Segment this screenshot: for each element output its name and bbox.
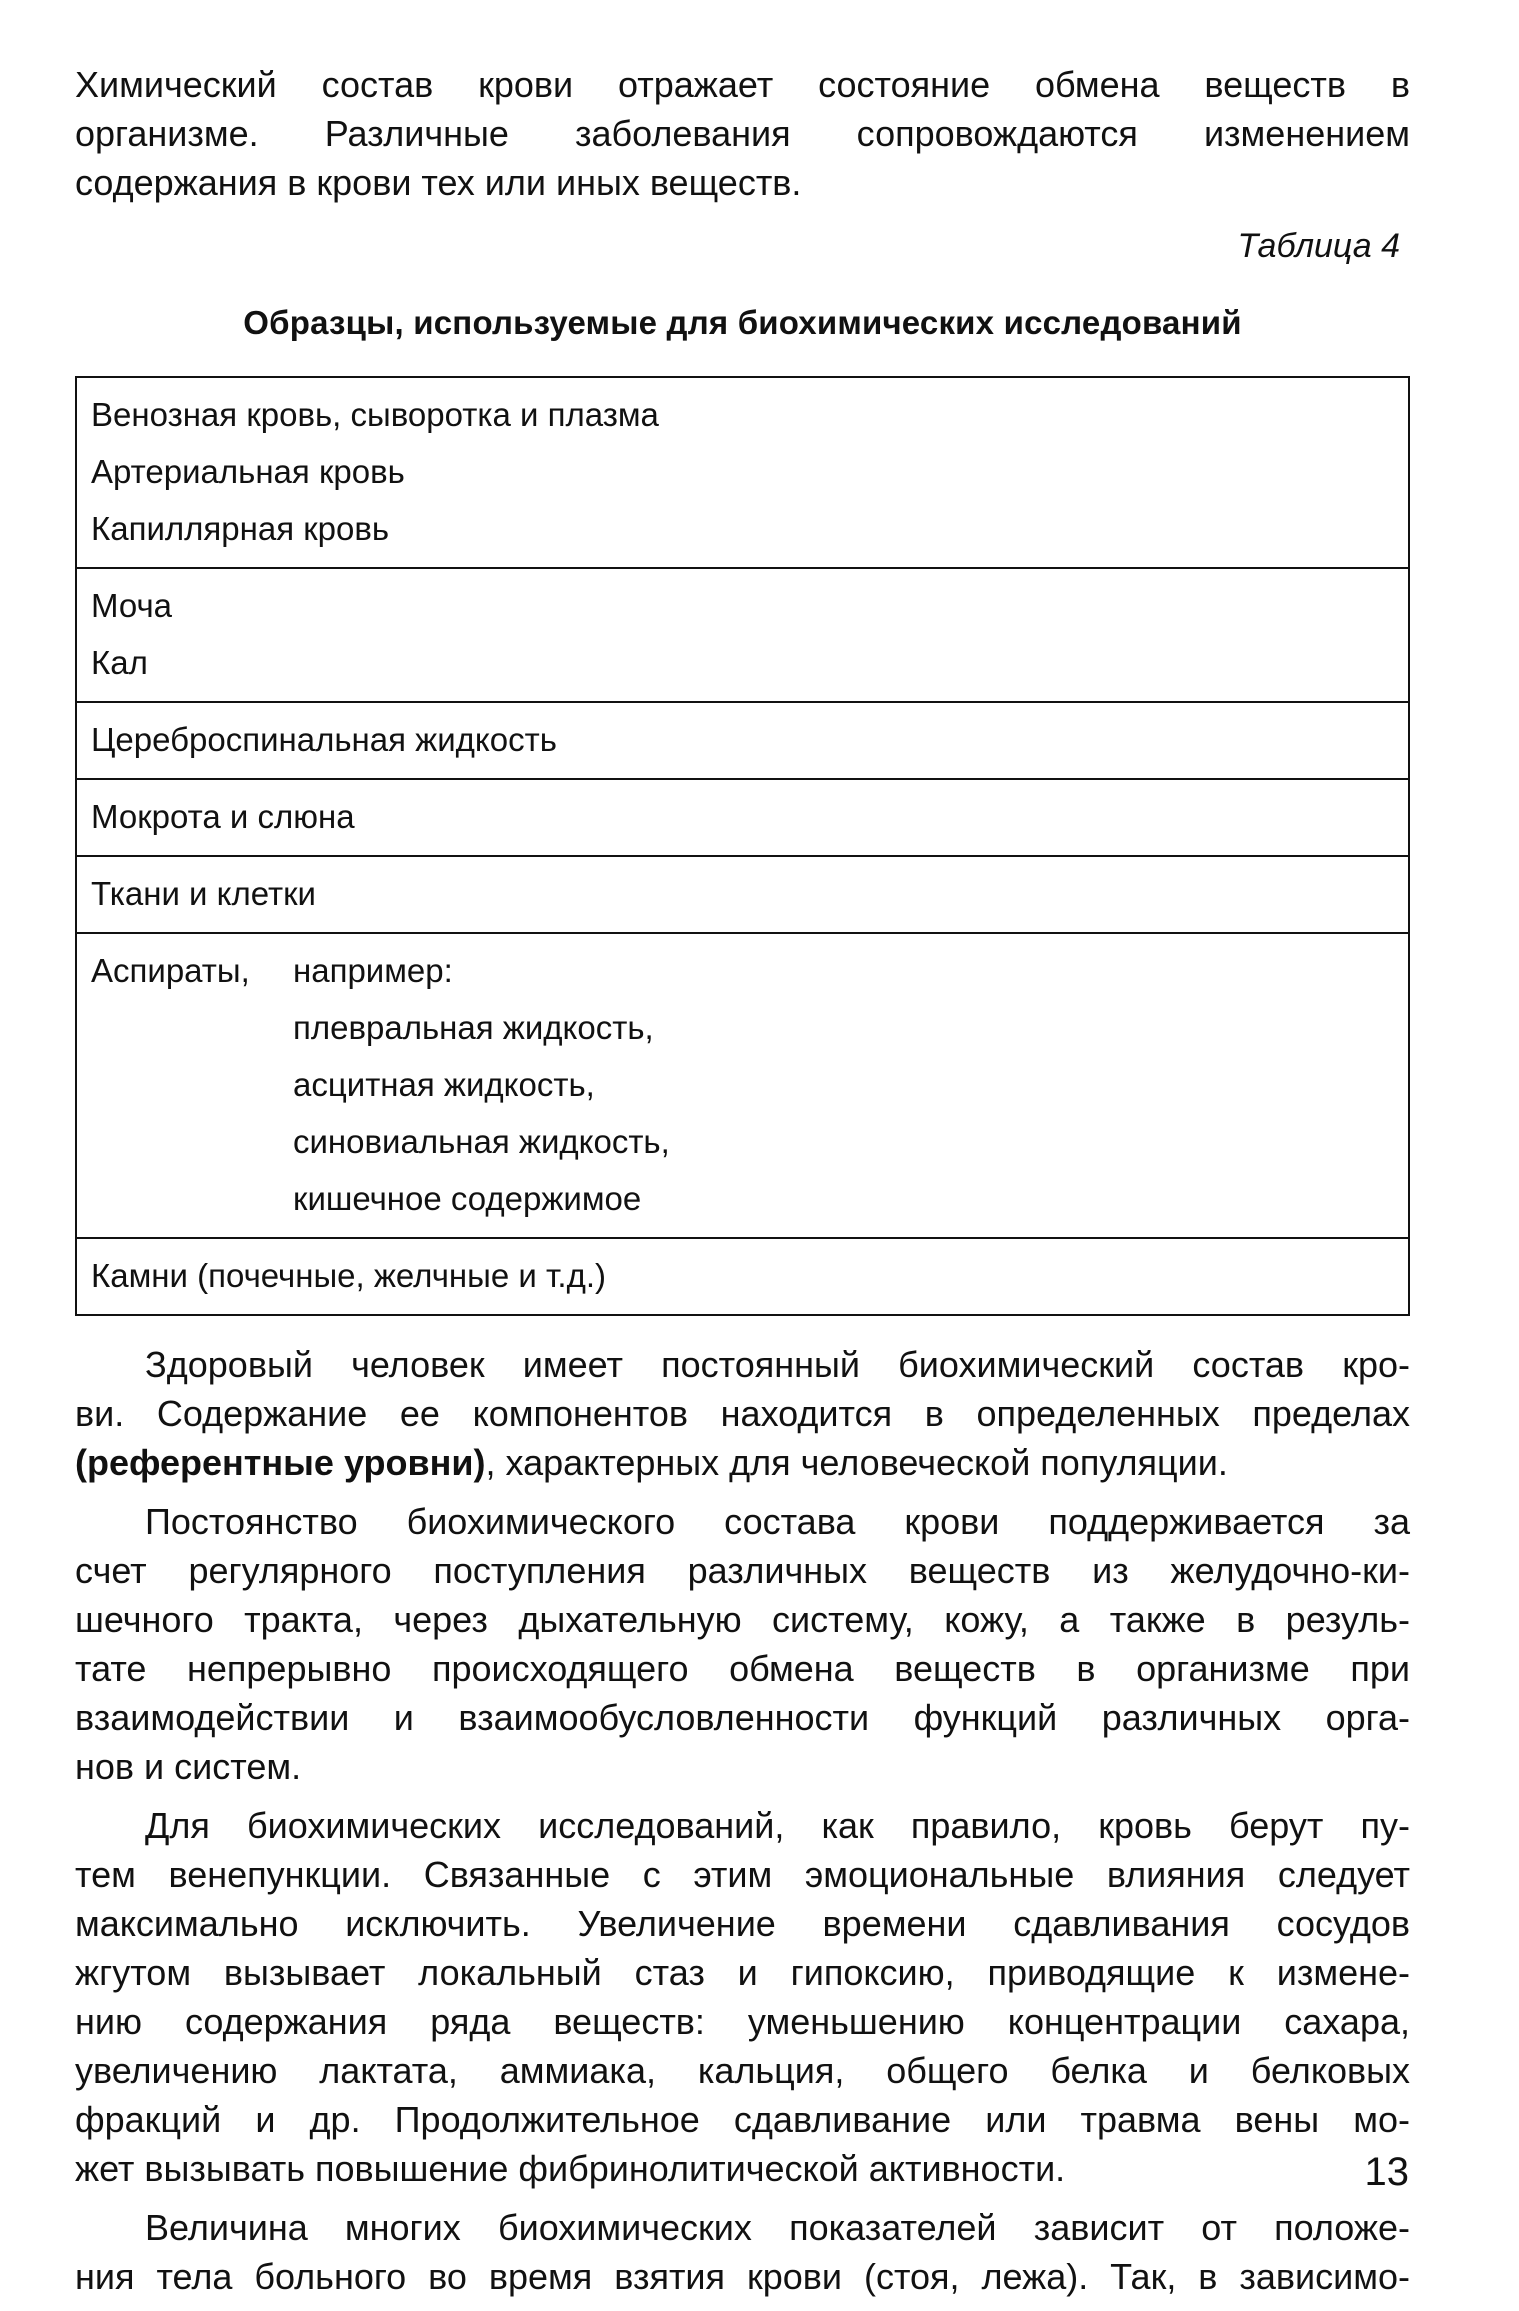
aspirate-item: кишечное содержимое — [293, 1180, 642, 1217]
table-cell — [76, 568, 1409, 702]
aspirates-group — [91, 942, 1394, 1227]
aspirate-item: асцитная жидкость, — [293, 1066, 595, 1103]
text-line: жет вызывать повышение фибринолитической активности. — [75, 2148, 1066, 2189]
sample-item: Мокрота и слюна — [91, 798, 355, 835]
text-line: взаимодействии и взаимообусловленности функций различных орга- — [75, 1697, 1410, 1738]
text-line: счет регулярного поступления различных веществ из желудочно-ки- — [75, 1550, 1410, 1591]
table-cell — [76, 779, 1409, 856]
sample-item: Венозная кровь, сыворотка и плазма — [91, 396, 659, 433]
sample-item: Моча — [91, 587, 173, 624]
aspirate-item: синовиальная жидкость, — [293, 1123, 670, 1160]
aspirate-item: например: — [293, 952, 453, 989]
sample-item: Капиллярная кровь — [91, 510, 390, 547]
table-row — [76, 568, 1409, 702]
table-cell — [76, 377, 1409, 568]
sample-item: Ткани и клетки — [91, 875, 316, 912]
text-line: Постоянство биохимического состава крови поддерживается за — [145, 1501, 1410, 1542]
document-page — [75, 60, 1410, 2311]
text-line: Здоровый человек имеет постоянный биохимический состав кро- — [145, 1344, 1410, 1385]
table-row — [76, 856, 1409, 933]
table-cell — [76, 702, 1409, 779]
paragraph — [75, 1497, 1410, 1791]
sample-item: Кал — [91, 644, 148, 681]
samples-table — [75, 376, 1410, 1316]
text-line: Химический состав крови отражает состояние обмена веществ в — [75, 64, 1410, 105]
paragraph — [75, 2203, 1410, 2301]
body-text — [75, 1340, 1410, 2301]
sample-item: Цереброспинальная жидкость — [91, 721, 557, 758]
page-number: 13 — [1364, 2150, 1409, 2194]
text-fragment: , характерных для человеческой популяции. — [485, 1442, 1228, 1483]
table-caption: Таблица 4 — [1237, 227, 1400, 265]
table-row — [76, 779, 1409, 856]
table-row — [76, 702, 1409, 779]
table-cell — [76, 1238, 1409, 1315]
table-row — [76, 1238, 1409, 1315]
aspirate-item: плевральная жидкость, — [293, 1009, 654, 1046]
aspirates-label: Аспираты, — [91, 952, 250, 989]
sample-item: Артериальная кровь — [91, 453, 405, 490]
text-line: увеличению лактата, аммиака, кальция, общего белка и белковых — [75, 2050, 1410, 2091]
text-line: максимально исключить. Увеличение времени сдавливания сосудов — [75, 1903, 1410, 1944]
bold-term: (референтные уровни) — [75, 1442, 486, 1483]
text-line: организме. Различные заболевания сопровождаются изменением — [75, 113, 1410, 154]
text-line — [75, 1438, 1410, 1487]
text-line: фракций и др. Продолжительное сдавливание или травма вены мо- — [75, 2099, 1410, 2140]
table-row — [76, 377, 1409, 568]
table-row — [76, 933, 1409, 1238]
aspirates-list — [293, 942, 670, 1227]
text-line: Для биохимических исследований, как правило, кровь берут пу- — [145, 1805, 1410, 1846]
intro-paragraph — [75, 60, 1410, 207]
table-cell — [76, 933, 1409, 1238]
text-line: нию содержания ряда веществ: уменьшению концентрации сахара, — [75, 2001, 1410, 2042]
text-line: ния тела больного во время взятия крови (стоя, лежа). Так, в зависимо- — [75, 2256, 1410, 2297]
text-line: шечного тракта, через дыхательную систему, кожу, а также в резуль- — [75, 1599, 1410, 1640]
table-title: Образцы, используемые для биохимических исследований — [243, 304, 1242, 341]
table-cell — [76, 856, 1409, 933]
text-line: жгутом вызывает локальный стаз и гипоксию, приводящие к измене- — [75, 1952, 1410, 1993]
text-line: ви. Содержание ее компонентов находится в определенных пределах — [75, 1393, 1410, 1434]
text-line: Величина многих биохимических показателей зависит от положе- — [145, 2207, 1410, 2248]
paragraph — [75, 1801, 1410, 2193]
paragraph — [75, 1340, 1410, 1487]
text-line: тем венепункции. Связанные с этим эмоциональные влияния следует — [75, 1854, 1410, 1895]
text-line: тате непрерывно происходящего обмена веществ в организме при — [75, 1648, 1410, 1689]
text-line: содержания в крови тех или иных веществ. — [75, 162, 802, 203]
sample-item: Камни (почечные, желчные и т.д.) — [91, 1257, 607, 1294]
text-line: нов и систем. — [75, 1746, 302, 1787]
